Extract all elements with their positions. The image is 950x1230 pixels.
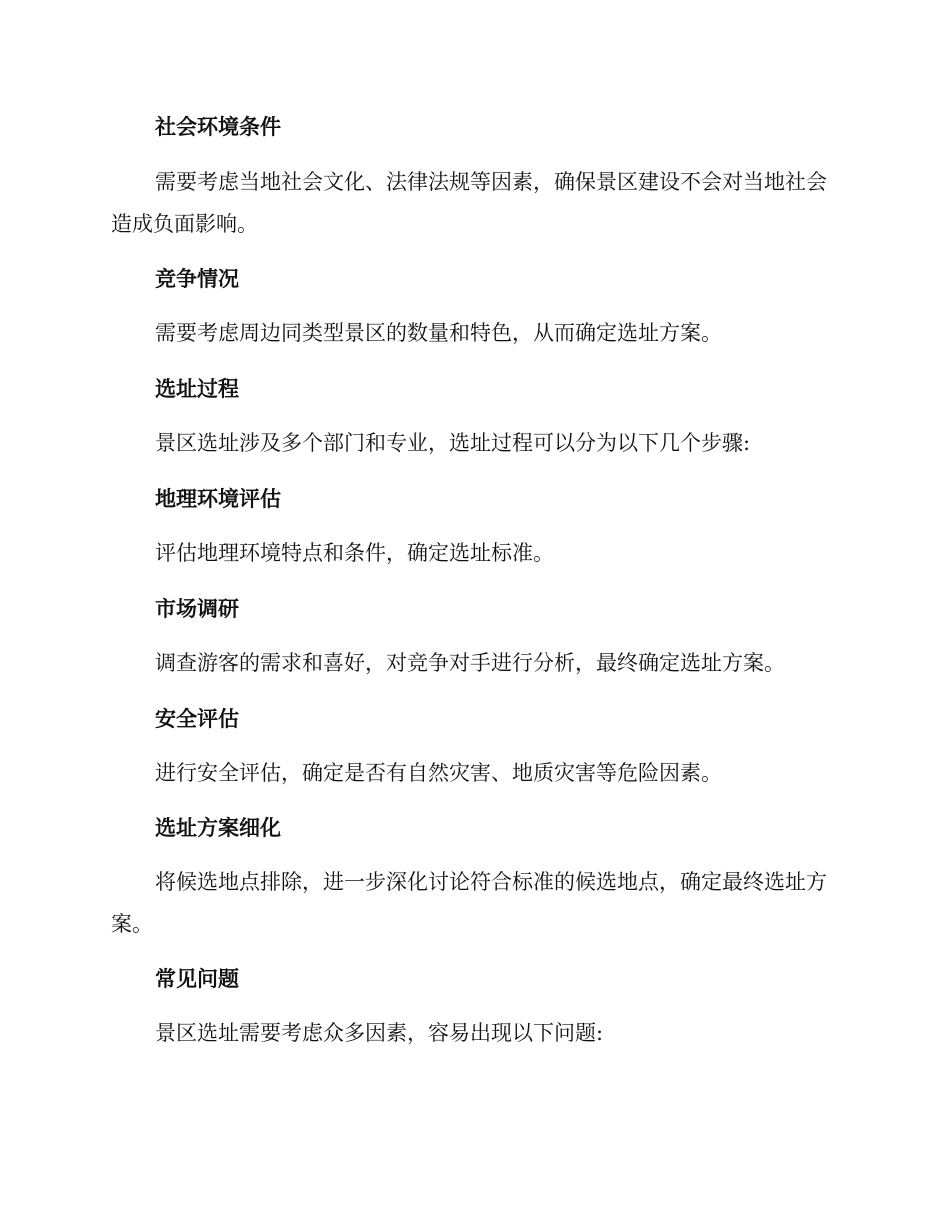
section-body-geographic-assessment: 评估地理环境特点和条件，确定选址标准。 bbox=[155, 541, 554, 565]
section-body-competition: 需要考虑周边同类型景区的数量和特色，从而确定选址方案。 bbox=[155, 321, 722, 345]
section-heading-safety-assessment: 安全评估 bbox=[155, 707, 239, 731]
section-body-market-research: 调查游客的需求和喜好，对竞争对手进行分析，最终确定选址方案。 bbox=[155, 651, 785, 675]
section-heading-competition: 竞争情况 bbox=[155, 267, 239, 291]
section-heading-common-issues: 常见问题 bbox=[155, 967, 239, 991]
section-body-social-environment: 需要考虑当地社会文化、法律法规等因素，确保景区建设不会对当地社会造成负面影响。 bbox=[111, 170, 827, 236]
section-body-plan-refinement: 将候选地点排除，进一步深化讨论符合标准的候选地点，确定最终选址方案。 bbox=[111, 870, 827, 936]
section-heading-market-research: 市场调研 bbox=[155, 597, 239, 621]
section-body-safety-assessment: 进行安全评估，确定是否有自然灾害、地质灾害等危险因素。 bbox=[155, 761, 722, 785]
section-heading-site-selection-process: 选址过程 bbox=[155, 377, 239, 401]
section-heading-plan-refinement: 选址方案细化 bbox=[155, 816, 281, 840]
section-heading-geographic-assessment: 地理环境评估 bbox=[155, 487, 281, 511]
section-heading-social-environment: 社会环境条件 bbox=[155, 115, 281, 139]
section-body-site-selection-process: 景区选址涉及多个部门和专业，选址过程可以分为以下几个步骤: bbox=[155, 431, 751, 455]
section-body-common-issues: 景区选址需要考虑众多因素，容易出现以下问题: bbox=[155, 1021, 604, 1045]
